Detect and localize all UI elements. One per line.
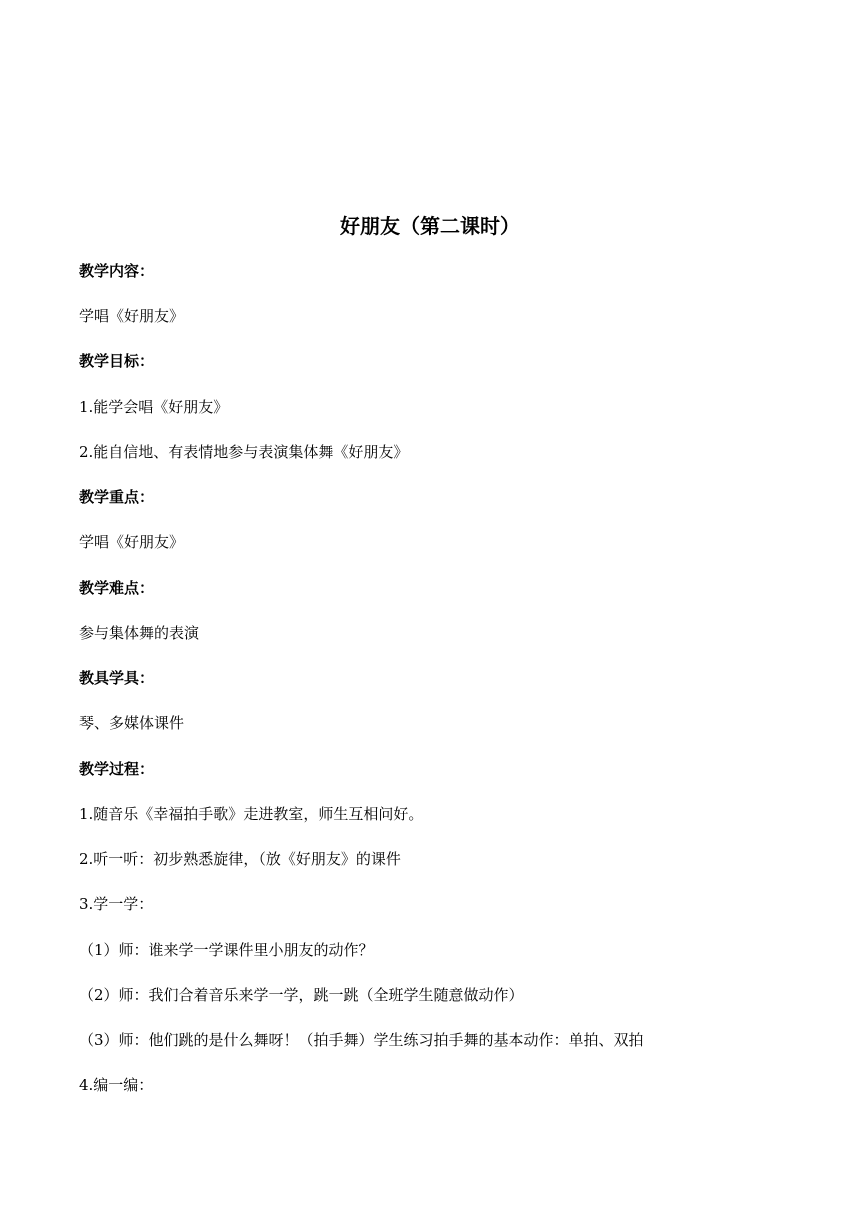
process-step-3: 3.学一学： xyxy=(79,895,154,913)
heading-content: 教学内容： xyxy=(79,262,155,280)
objective-item-2: 2.能自信地、有表情地参与表演集体舞《好朋友》 xyxy=(79,443,409,461)
heading-materials: 教具学具： xyxy=(79,669,155,687)
process-substep-2: （2）师：我们合着音乐来学一学，跳一跳（全班学生随意做动作） xyxy=(79,986,524,1004)
paragraph-difficulties: 参与集体舞的表演 xyxy=(79,624,200,642)
process-substep-1: （1）师：谁来学一学课件里小朋友的动作？ xyxy=(79,941,374,959)
paragraph-content: 学唱《好朋友》 xyxy=(79,307,185,325)
heading-difficulties: 教学难点： xyxy=(79,579,155,597)
process-step-4: 4.编一编： xyxy=(79,1076,154,1094)
document-title: 好朋友（第二课时） xyxy=(340,214,520,238)
paragraph-materials: 琴、多媒体课件 xyxy=(79,714,185,732)
process-step-1: 1.随音乐《幸福拍手歌》走进教室，师生互相问好。 xyxy=(79,805,424,823)
heading-process: 教学过程： xyxy=(79,760,155,778)
objective-item-1: 1.能学会唱《好朋友》 xyxy=(79,398,229,416)
process-substep-3: （3）师：他们跳的是什么舞呀！（拍手舞）学生练习拍手舞的基本动作：单拍、双拍 xyxy=(79,1031,644,1049)
paragraph-key-points: 学唱《好朋友》 xyxy=(79,533,185,551)
heading-objectives: 教学目标： xyxy=(79,352,155,370)
process-step-2: 2.听一听：初步熟悉旋律，（放《好朋友》的课件 xyxy=(79,850,401,868)
heading-key-points: 教学重点： xyxy=(79,488,155,506)
